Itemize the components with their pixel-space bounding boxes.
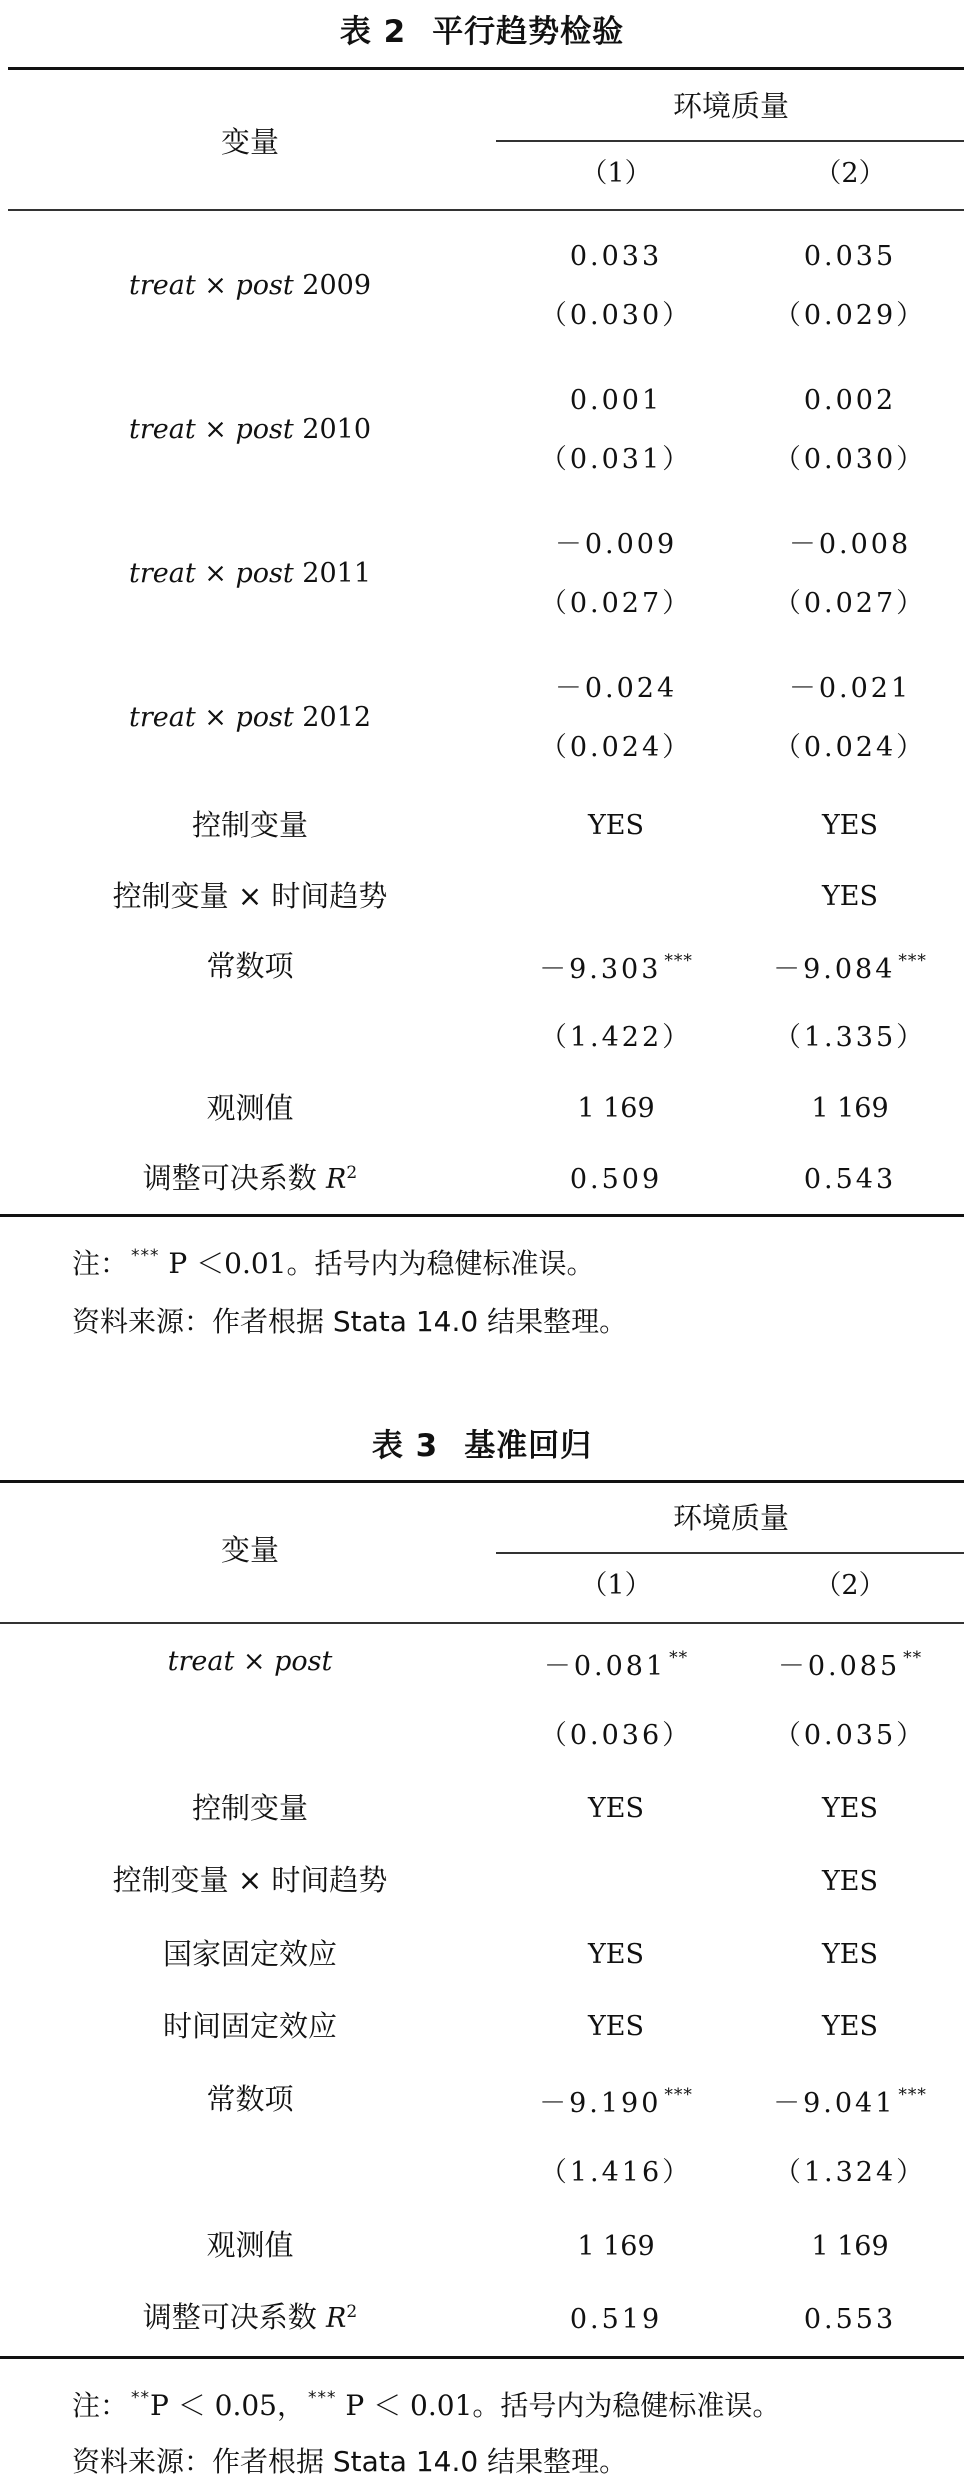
- table-3-note: 注： **P ＜ 0.05， *** P ＜ 0.01。括号内为稳健标准误。: [72, 2388, 781, 2422]
- se-2012-2: （0.024）: [773, 732, 927, 763]
- obs-1: 1 169: [577, 2231, 655, 2262]
- header-group: 环境质量: [672, 89, 789, 123]
- row-label-treat-post: treat × post: [167, 1646, 333, 1677]
- coef-2009-1: 0.033: [569, 241, 663, 272]
- coef-2010-1: 0.001: [569, 385, 663, 416]
- row-label-obs: 观测值: [206, 2228, 294, 2262]
- header-group: 环境质量: [672, 1501, 789, 1535]
- constant-se-2: （1.335）: [773, 1022, 927, 1053]
- header-variable: 变量: [220, 1533, 279, 1567]
- row-label-time-fe: 时间固定效应: [162, 2009, 337, 2043]
- col-header-2: （2）: [814, 1570, 886, 1601]
- table-3-caption: 表 3 基准回归: [371, 1428, 593, 1464]
- coef-2010-2: 0.002: [803, 385, 897, 416]
- row-label-2012: treat × post 2012: [128, 702, 372, 733]
- row-label-obs: 观测值: [206, 1091, 294, 1125]
- bottom-rule: [0, 1214, 964, 1217]
- se-2009-2: （0.029）: [773, 300, 927, 331]
- control-trend-2: YES: [821, 881, 879, 912]
- r2-1: 0.509: [569, 1164, 663, 1195]
- bottom-rule: [0, 2356, 964, 2359]
- coef-treat-post-1: －0.081 **: [543, 1648, 689, 1682]
- header-bottom-rule: [8, 209, 964, 211]
- top-rule: [8, 67, 964, 70]
- se-2010-2: （0.030）: [773, 444, 927, 475]
- coef-2011-1: －0.009: [554, 529, 678, 560]
- row-label-control-trend: 控制变量 × 时间趋势: [112, 1863, 388, 1897]
- row-label-control: 控制变量: [191, 808, 308, 842]
- coef-2012-2: －0.021: [788, 673, 912, 704]
- constant-1: －9.303 ***: [539, 951, 693, 985]
- r2-2: 0.543: [803, 1164, 897, 1195]
- row-label-2009: treat × post 2009: [128, 270, 372, 301]
- constant-2: －9.084 ***: [773, 951, 927, 985]
- r2-1: 0.519: [569, 2304, 663, 2335]
- constant-se-1: （1.422）: [539, 1022, 693, 1053]
- header-variable: 变量: [220, 125, 279, 159]
- group-rule: [496, 1552, 964, 1554]
- se-2010-1: （0.031）: [539, 444, 693, 475]
- row-label-constant: 常数项: [206, 949, 294, 983]
- time-fe-2: YES: [821, 2011, 879, 2042]
- se-2011-2: （0.027）: [773, 588, 927, 619]
- table-2-source: 资料来源：作者根据 Stata 14.0 结果整理。: [72, 1305, 628, 1338]
- table-3-source: 资料来源：作者根据 Stata 14.0 结果整理。: [72, 2445, 628, 2478]
- country-fe-2: YES: [821, 1939, 879, 1970]
- row-label-r2: 调整可决系数 $R^2$: [142, 2300, 358, 2334]
- row-label-2010: treat × post 2010: [128, 414, 372, 445]
- se-2011-1: （0.027）: [539, 588, 693, 619]
- row-label-2011: treat × post 2011: [128, 558, 372, 589]
- coef-treat-post-2: －0.085 **: [777, 1648, 923, 1682]
- se-treat-post-2: （0.035）: [773, 1720, 927, 1751]
- top-rule: [0, 1480, 964, 1483]
- constant-2: －9.041 ***: [773, 2085, 927, 2119]
- row-label-r2: 调整可决系数 $R^2$: [142, 1161, 358, 1195]
- se-treat-post-1: （0.036）: [539, 1720, 693, 1751]
- row-label-control-trend: 控制变量 × 时间趋势: [112, 879, 388, 913]
- row-label-constant: 常数项: [206, 2082, 294, 2116]
- control-2: YES: [821, 1793, 879, 1824]
- r2-2: 0.553: [803, 2304, 897, 2335]
- se-2012-1: （0.024）: [539, 732, 693, 763]
- se-2009-1: （0.030）: [539, 300, 693, 331]
- coef-2009-2: 0.035: [803, 241, 897, 272]
- row-label-country-fe: 国家固定效应: [162, 1937, 337, 1971]
- table-2-note: 注： *** P ＜0.01。括号内为稳健标准误。: [72, 1246, 595, 1280]
- constant-se-2: （1.324）: [773, 2157, 927, 2188]
- col-header-1: （1）: [580, 158, 652, 189]
- control-trend-2: YES: [821, 1866, 879, 1897]
- country-fe-1: YES: [587, 1939, 645, 1970]
- control-2: YES: [821, 810, 879, 841]
- time-fe-1: YES: [587, 2011, 645, 2042]
- col-header-1: （1）: [580, 1570, 652, 1601]
- table-2-caption: 表 2 平行趋势检验: [339, 14, 625, 50]
- coef-2011-2: －0.008: [788, 529, 912, 560]
- constant-se-1: （1.416）: [539, 2157, 693, 2188]
- constant-1: －9.190 ***: [539, 2085, 693, 2119]
- obs-2: 1 169: [811, 2231, 889, 2262]
- control-1: YES: [587, 810, 645, 841]
- table-3: [0, 1408, 964, 2478]
- control-1: YES: [587, 1793, 645, 1824]
- group-rule: [496, 140, 964, 142]
- coef-2012-1: －0.024: [554, 673, 678, 704]
- col-header-2: （2）: [814, 158, 886, 189]
- obs-1: 1 169: [577, 1093, 655, 1124]
- obs-2: 1 169: [811, 1093, 889, 1124]
- row-label-control: 控制变量: [191, 1791, 308, 1825]
- header-bottom-rule: [0, 1622, 964, 1624]
